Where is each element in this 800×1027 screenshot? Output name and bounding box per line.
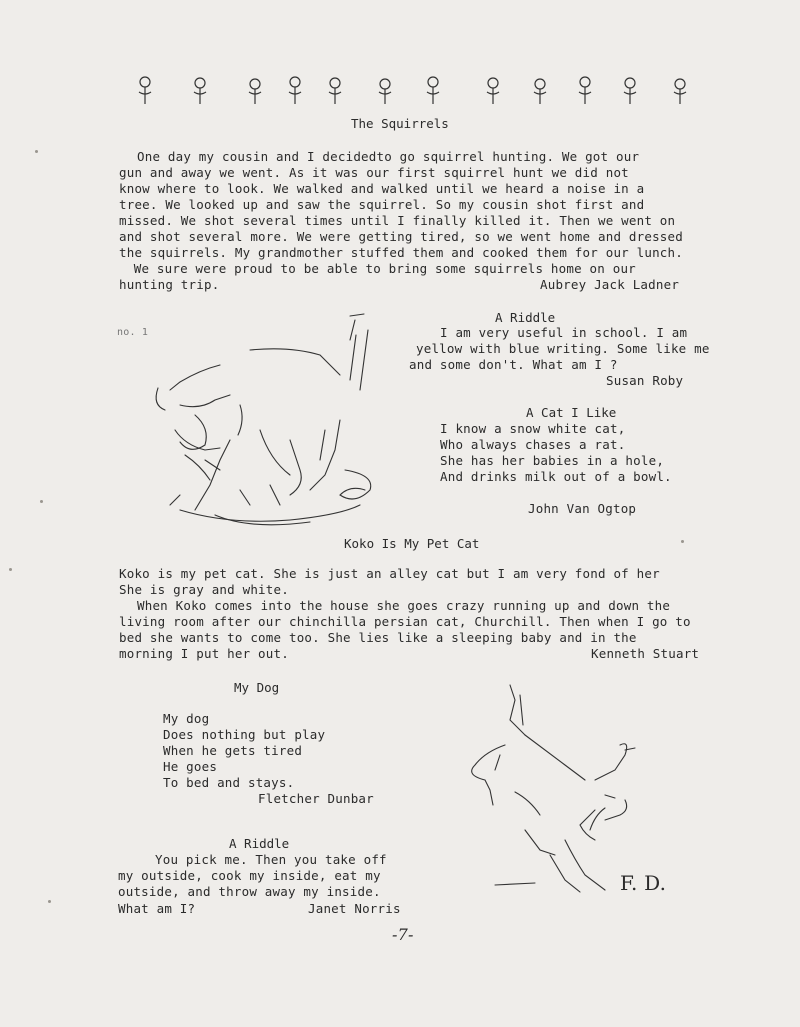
koko-title: Koko Is My Pet Cat: [344, 536, 480, 551]
riddle2-line: outside, and throw away my inside.: [118, 884, 381, 899]
flower-sprig-icon: [579, 77, 591, 104]
squirrels-line: gun and away we went. As it was our first squirrel hunt we did not: [119, 165, 629, 180]
riddle1-title: A Riddle: [495, 310, 556, 325]
squirrels-line: know where to look. We walked and walked until we heard a noise in a: [119, 181, 645, 196]
squirrels-title: The Squirrels: [351, 116, 449, 131]
riddle2-author: Janet Norris: [308, 901, 401, 916]
flower-sprig-icon: [487, 78, 499, 104]
riddle2-line: my outside, cook my inside, eat my: [118, 868, 381, 883]
paper-speck: [681, 540, 684, 543]
dog-poem-line: My dog: [163, 711, 210, 726]
squirrels-line: and shot several more. We were getting tired, so we went home and dressed: [119, 229, 683, 244]
dog-poem-title: My Dog: [234, 680, 280, 695]
cat-poem-line: She has her babies in a hole,: [440, 453, 665, 468]
cat-poem-line: Who always chases a rat.: [440, 437, 626, 452]
paper-speck: [48, 900, 51, 903]
flower-sprig-icon: [534, 79, 546, 104]
riddle2-line: What am I?: [118, 901, 196, 916]
riddle1-line: I am very useful in school. I am: [440, 325, 688, 340]
koko-line: When Koko comes into the house she goes crazy running up and down the: [137, 598, 671, 613]
flower-sprig-icon: [329, 78, 341, 104]
paper-speck: [35, 150, 38, 153]
flower-sprig-border: [125, 72, 695, 112]
cat-poem-line: I know a snow white cat,: [440, 421, 626, 436]
dog-poem-line: He goes: [163, 759, 218, 774]
riddle2-title: A Riddle: [229, 836, 290, 851]
squirrels-line: One day my cousin and I decidedto go squirrel hunting. We got our: [137, 149, 640, 164]
riddle1-line: yellow with blue writing. Some like me: [416, 341, 710, 356]
dog-poem-line: Does nothing but play: [163, 727, 326, 742]
riddle2-line: You pick me. Then you take off: [155, 852, 387, 867]
koko-line: morning I put her out.: [119, 646, 289, 661]
dog-poem-line: When he gets tired: [163, 743, 303, 758]
paper-speck: [40, 500, 43, 503]
squirrels-line: the squirrels. My grandmother stuffed them and cooked them for our lunch.: [119, 245, 683, 260]
dog-poem-line: To bed and stays.: [163, 775, 295, 790]
flower-sprig-icon: [249, 79, 261, 104]
cat-sketch-drawing: [150, 310, 390, 535]
cat-poem-title: A Cat I Like: [526, 405, 617, 420]
cat-sketch-mark: no. 1: [117, 327, 149, 338]
dog-poem-author: Fletcher Dunbar: [258, 791, 374, 806]
squirrels-line: tree. We looked up and saw the squirrel. So my cousin shot first and: [119, 197, 645, 212]
flower-sprig-icon: [674, 79, 686, 104]
page-number: -7-: [392, 925, 414, 944]
koko-line: She is gray and white.: [119, 582, 289, 597]
flower-sprig-icon: [624, 78, 636, 104]
flower-sprig-icon: [289, 77, 301, 104]
cat-poem-line: And drinks milk out of a bowl.: [440, 469, 672, 484]
flower-sprig-icon: [194, 78, 206, 104]
koko-author: Kenneth Stuart: [591, 646, 700, 661]
squirrels-line: We sure were proud to be able to bring some squirrels home on our: [126, 261, 636, 276]
flower-sprig-icon: [379, 79, 391, 104]
koko-line: living room after our chinchilla persian cat, Churchill. Then when I go to: [119, 614, 691, 629]
cat-poem-author: John Van Ogtop: [528, 501, 637, 516]
dog-sketch-initials: F. D.: [620, 871, 667, 895]
koko-line: bed she wants to come too. She lies like a sleeping baby and in the: [119, 630, 637, 645]
riddle1-line: and some don't. What am I ?: [409, 357, 618, 372]
paper-speck: [9, 568, 12, 571]
squirrels-author: Aubrey Jack Ladner: [540, 277, 680, 292]
flower-sprig-icon: [139, 77, 151, 104]
flower-sprig-icon: [427, 77, 439, 104]
riddle1-author: Susan Roby: [606, 373, 684, 388]
squirrels-line: missed. We shot several times until I finally killed it. Then we went on: [119, 213, 676, 228]
koko-line: Koko is my pet cat. She is just an alley cat but I am very fond of her: [119, 566, 660, 581]
squirrels-line: hunting trip.: [119, 277, 220, 292]
